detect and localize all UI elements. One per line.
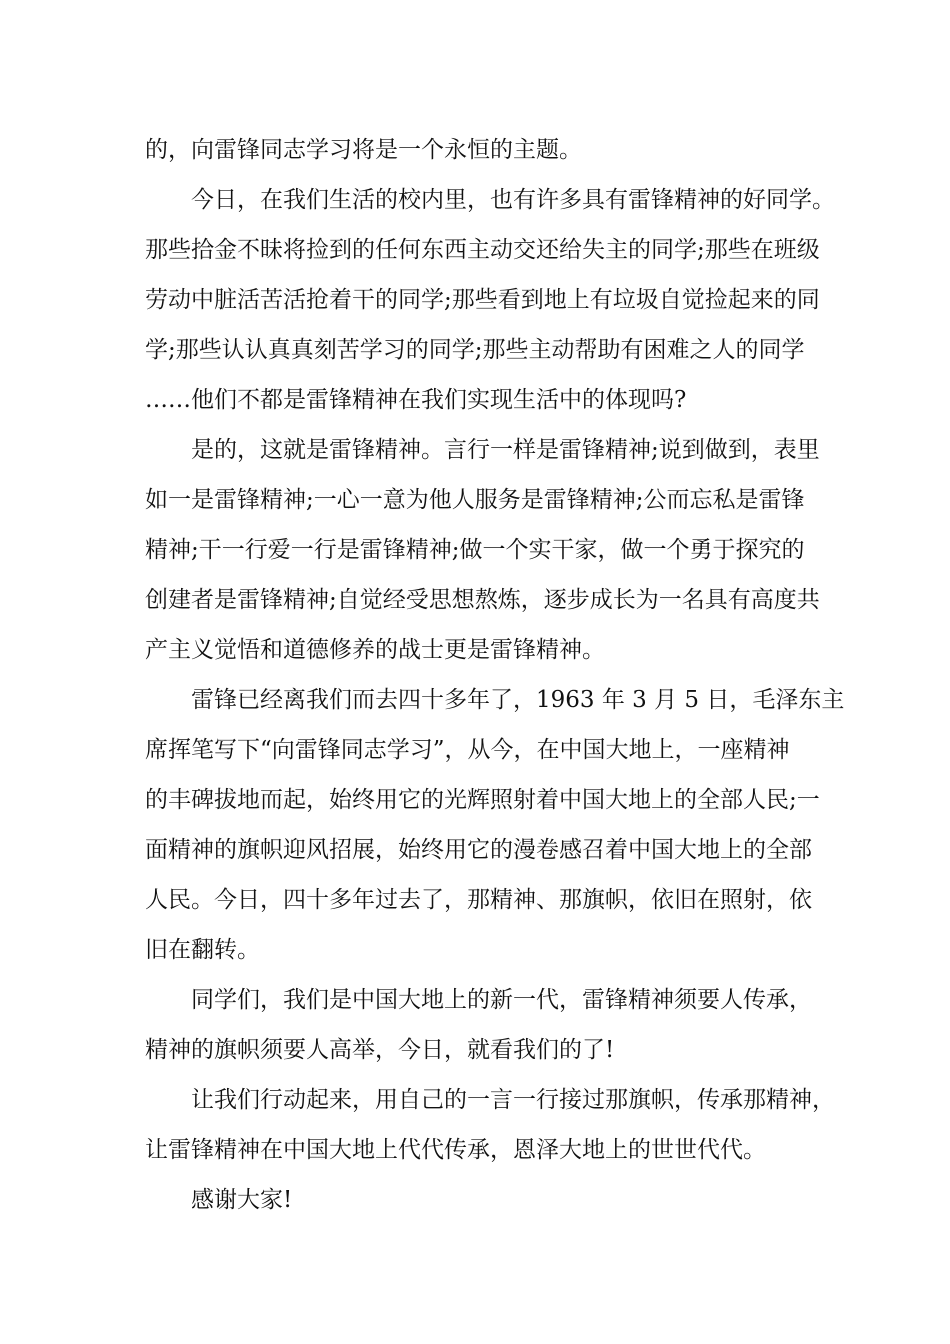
text-line: 感谢大家! <box>191 1187 293 1213</box>
text-line: ……他们不都是雷锋精神在我们实现生活中的体现吗? <box>145 387 687 413</box>
text-line: 的，向雷锋同志学习将是一个永恒的主题。 <box>145 137 582 163</box>
text-line: 如一是雷锋精神;一心一意为他人服务是雷锋精神;公而忘私是雷锋 <box>145 487 805 513</box>
text-line: 人民。今日，四十多年过去了，那精神、那旗帜，依旧在照射，依 <box>145 887 812 913</box>
text-line: 学;那些认认真真刻苦学习的同学;那些主动帮助有困难之人的同学 <box>145 337 805 363</box>
text-line: 那些拾金不昧将捡到的任何东西主动交还给失主的同学;那些在班级 <box>145 237 820 263</box>
text-line: 精神的旗帜须要人高举，今日，就看我们的了! <box>145 1037 615 1063</box>
text-line: 旧在翻转。 <box>145 937 260 963</box>
text-line: 让雷锋精神在中国大地上代代传承，恩泽大地上的世世代代。 <box>145 1137 766 1163</box>
text-line: 是的，这就是雷锋精神。言行一样是雷锋精神;说到做到，表里 <box>191 437 820 463</box>
text-line: 让我们行动起来，用自己的一言一行接过那旗帜，传承那精神， <box>191 1087 835 1113</box>
text-line: 雷锋已经离我们而去四十多年了，1963 年 3 月 5 日，毛泽东主 <box>191 687 845 713</box>
text-line: 今日，在我们生活的校内里，也有许多具有雷锋精神的好同学。 <box>191 187 835 213</box>
text-line: 的丰碑拔地而起，始终用它的光辉照射着中国大地上的全部人民;一 <box>145 787 820 813</box>
text-line: 创建者是雷锋精神;自觉经受思想熬炼，逐步成长为一名具有高度共 <box>145 587 820 613</box>
text-line: 面精神的旗帜迎风招展，始终用它的漫卷感召着中国大地上的全部 <box>145 837 812 863</box>
text-line: 精神;干一行爱一行是雷锋精神;做一个实干家，做一个勇于探究的 <box>145 537 805 563</box>
text-line: 劳动中脏活苦活抢着干的同学;那些看到地上有垃圾自觉捡起来的同 <box>145 287 820 313</box>
text-line: 同学们，我们是中国大地上的新一代，雷锋精神须要人传承， <box>191 987 812 1013</box>
text-line: 席挥笔写下“向雷锋同志学习”，从今，在中国大地上，一座精神 <box>145 737 790 763</box>
text-line: 产主义觉悟和道德修养的战士更是雷锋精神。 <box>145 637 605 663</box>
